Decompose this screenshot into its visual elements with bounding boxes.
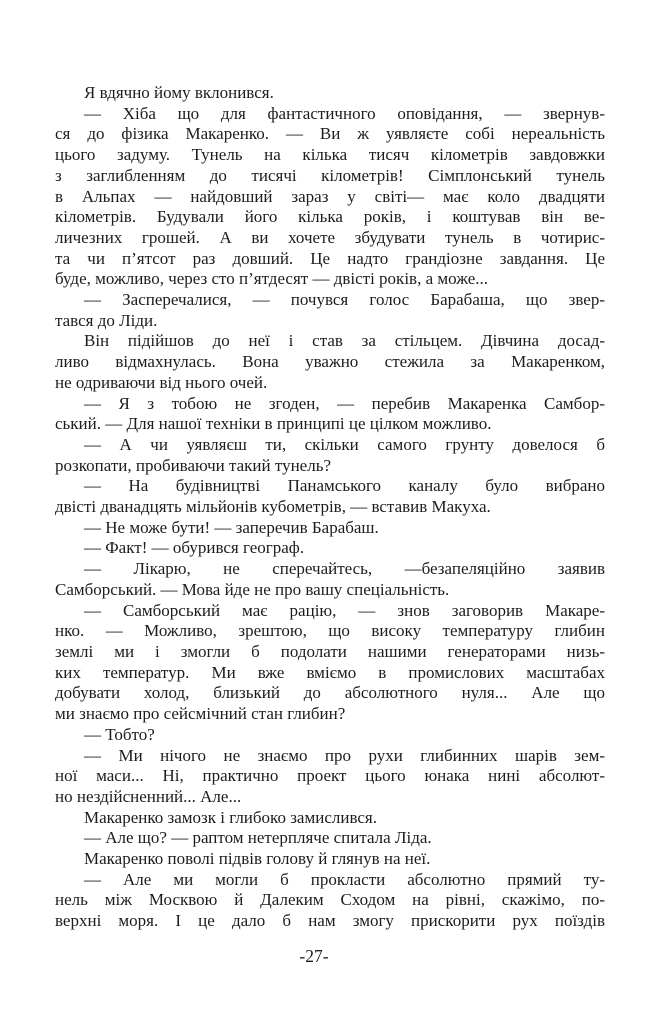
paragraph bbox=[55, 870, 605, 932]
text-line: — Не може бути! — заперечив Барабаш. bbox=[84, 517, 379, 537]
text-line: — Але ми могли б прокласти абсолютно прямий ту- bbox=[84, 869, 605, 889]
paragraph bbox=[55, 394, 605, 435]
text-line: но нездійсненний... Але... bbox=[55, 786, 242, 806]
text-line: — Я з тобою не згоден, — перебив Макаренка Самбор- bbox=[84, 393, 605, 413]
text-line: ми знаємо про сейсмічний стан глибин? bbox=[55, 704, 346, 724]
text-line: в Альпах — найдовший зараз у світі— має коло двадцяти bbox=[55, 186, 605, 206]
paragraph bbox=[55, 104, 605, 290]
paragraph bbox=[55, 331, 605, 393]
paragraph bbox=[55, 725, 605, 746]
text-line: ський. — Для нашої техніки в принципі це цілком можливо. bbox=[55, 414, 492, 434]
text-line: Самборський. — Мова йде не про вашу спеціальність. bbox=[55, 579, 450, 599]
text-line: буде, можливо, через сто п’ятдесят — двісті років, а може... bbox=[55, 269, 489, 289]
text-line: двісті дванадцять мільйонів кубометрів, — вставив Макуха. bbox=[55, 497, 491, 517]
text-line: землі ми і змогли б подолати нашими генераторами низь- bbox=[55, 641, 605, 661]
text-line: Він підійшов до неї і став за стільцем. Дівчина досад- bbox=[84, 331, 605, 351]
text-line: нель між Москвою й Далеким Сходом на рівні, скажімо, по- bbox=[55, 890, 605, 910]
paragraph bbox=[55, 290, 605, 331]
text-line: — А чи уявляєш ти, скільки самого грунту довелося б bbox=[84, 434, 605, 454]
text-line: з заглибленням до тисячі кілометрів! Сімплонський тунель bbox=[55, 165, 605, 185]
paragraph bbox=[55, 808, 605, 829]
text-line: — Самборський має рацію, — знов заговорив Макаре- bbox=[84, 600, 605, 620]
text-line: ких температур. Ми вже вміємо в промислових масштабах bbox=[55, 662, 605, 682]
text-line: — Але що? — раптом нетерпляче спитала Ліда. bbox=[84, 828, 432, 848]
text-line: та чи п’ятсот раз довший. Це надто грандіозне завдання. Це bbox=[55, 248, 605, 268]
text-line: — Тобто? bbox=[84, 724, 155, 744]
text-line: Макаренко поволі підвів голову й глянув на неї. bbox=[84, 849, 431, 869]
text-line: — Хіба що для фантастичного оповідання, — звернув- bbox=[84, 103, 605, 123]
text-line: не одриваючи від нього очей. bbox=[55, 372, 268, 392]
text-line: Макаренко замозк і глибоко замислився. bbox=[84, 807, 377, 827]
text-line: добувати холод, близький до абсолютного нуля... Але що bbox=[55, 683, 605, 703]
text-line: — Факт! — обурився географ. bbox=[84, 538, 305, 558]
text-line: — Ми нічого не знаємо про рухи глибинних шарів зем- bbox=[84, 745, 605, 765]
text-line: розкопати, пробиваючи такий тунель? bbox=[55, 455, 332, 475]
text-line: цього задуму. Тунель на кілька тисяч кілометрів завдовжки bbox=[55, 145, 605, 165]
page-text bbox=[55, 83, 605, 932]
text-line: ливо відмахнулась. Вона уважно стежила за Макаренком, bbox=[55, 352, 605, 372]
paragraph bbox=[55, 849, 605, 870]
text-line: — Лікарю, не сперечайтесь, —безапеляційно заявив bbox=[84, 559, 605, 579]
text-line: верхні моря. І це дало б нам змогу прискорити рух поїздів bbox=[55, 911, 605, 931]
paragraph bbox=[55, 559, 605, 600]
text-line: личезних грошей. А ви хочете збудувати тунель в чотирис- bbox=[55, 227, 605, 247]
text-line: Я вдячно йому вклонився. bbox=[84, 83, 274, 102]
text-line: кілометрів. Будували його кілька років, і коштував він ве- bbox=[55, 207, 605, 227]
text-line: нко. — Можливо, зрештою, що високу температуру глибин bbox=[55, 621, 605, 641]
text-line: тався до Ліди. bbox=[55, 310, 158, 330]
text-line: ся до фізика Макаренко. — Ви ж уявляєте собі нереальність bbox=[55, 124, 605, 144]
paragraph bbox=[55, 746, 605, 808]
paragraph bbox=[55, 601, 605, 725]
text-line: — Засперечалися, — почувся голос Барабаша, що звер- bbox=[84, 290, 605, 310]
text-line: ної маси... Ні, практично проект цього юнака нині абсолют- bbox=[55, 766, 605, 786]
paragraph bbox=[55, 828, 605, 849]
page-number: -27- bbox=[299, 946, 329, 966]
paragraph bbox=[55, 435, 605, 476]
paragraph bbox=[55, 538, 605, 559]
paragraph bbox=[55, 518, 605, 539]
text-line: — На будівництві Панамського каналу було вибрано bbox=[84, 476, 605, 496]
paragraph bbox=[55, 83, 605, 104]
paragraph bbox=[55, 476, 605, 517]
